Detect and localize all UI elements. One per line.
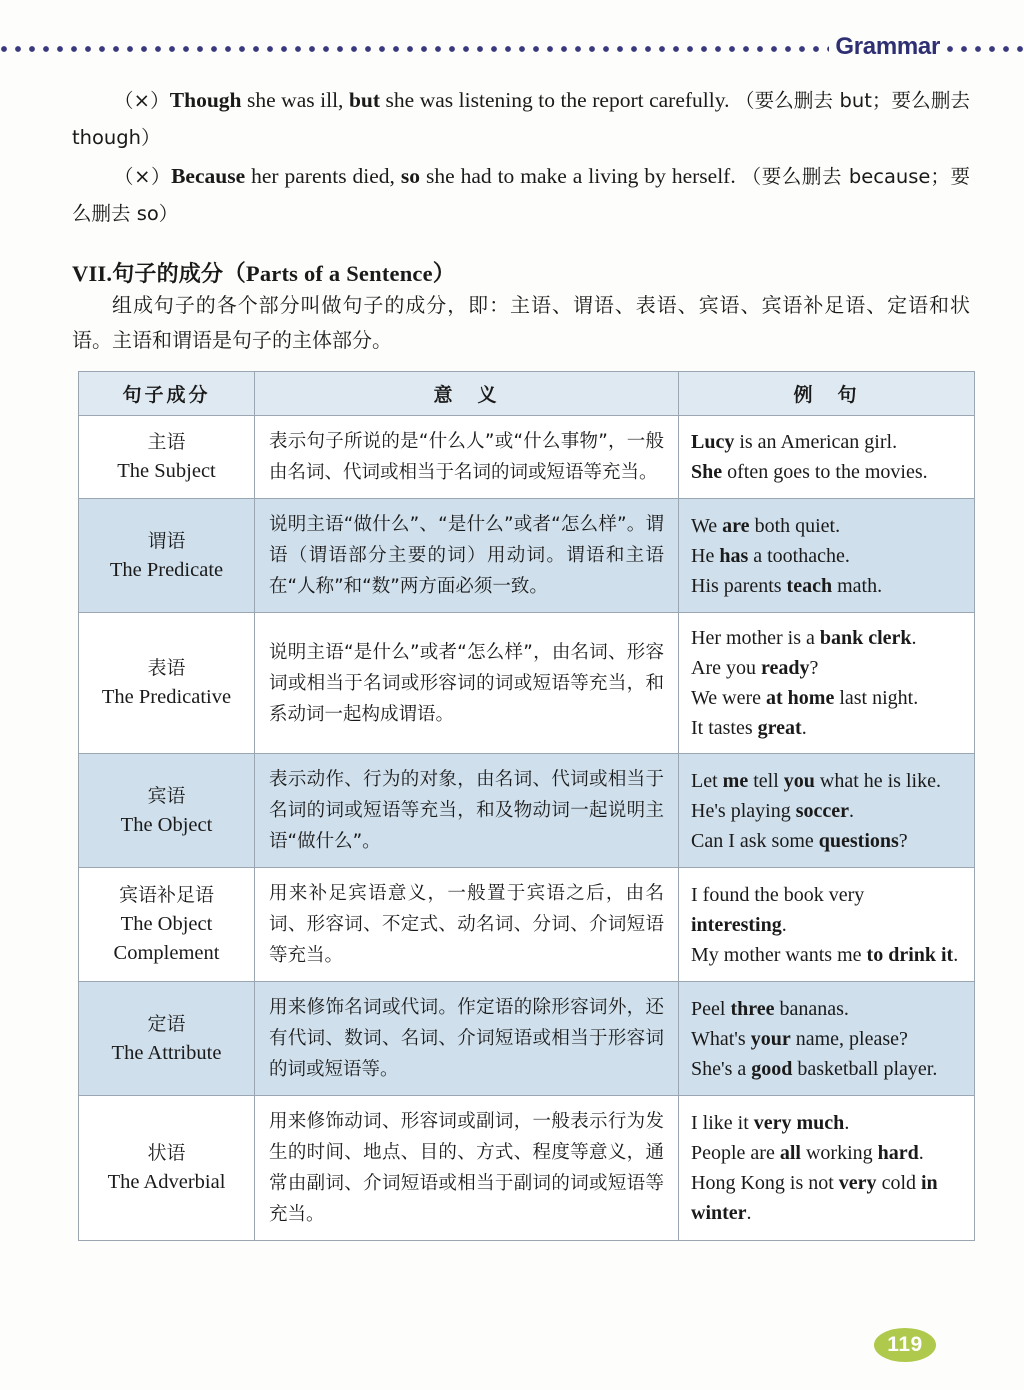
- example-highlight: great: [757, 717, 802, 739]
- example-1-mid-2: she was listening to the report carefully.: [380, 88, 735, 112]
- example-sentence: [691, 1108, 964, 1138]
- example-sentence: [691, 713, 964, 743]
- table-body: [79, 416, 975, 1241]
- cell-sentence-part: [79, 754, 255, 868]
- example-highlight: She: [691, 461, 723, 483]
- example-2-mid-1: her parents died,: [245, 164, 401, 188]
- example-sentence: [691, 683, 964, 713]
- example-highlight: Lucy: [691, 431, 735, 453]
- example-highlight: your: [750, 1027, 791, 1050]
- part-name-en: The Object: [120, 813, 213, 836]
- cell-examples: [679, 499, 975, 613]
- example-text: .: [918, 1142, 924, 1164]
- example-1-note: （要么删去 but；要么删去 though）: [72, 89, 970, 149]
- example-sentence: [691, 880, 964, 940]
- example-text: Can I ask some: [691, 829, 819, 852]
- section-number: VII.: [72, 261, 113, 286]
- section-intro-paragraph: 组成句子的各个部分叫做句子的成分，即：主语、谓语、表语、宾语、宾语补足语、定语和状语。主语和谓语是句子的主体部分。: [72, 293, 970, 352]
- part-name-en: The Predicate: [109, 558, 224, 581]
- example-highlight: to drink it: [866, 943, 954, 966]
- example-sentence: [691, 1138, 964, 1168]
- example-2-bold-so: so: [400, 164, 420, 188]
- example-text: I like it: [691, 1112, 754, 1134]
- example-highlight: teach: [786, 574, 833, 597]
- part-name-en: The Adverbial: [107, 1171, 226, 1193]
- example-text: People are: [691, 1142, 780, 1164]
- page-header-title: Grammar: [835, 33, 940, 60]
- example-text: last night.: [834, 687, 919, 709]
- example-highlight: has: [719, 544, 749, 567]
- part-name-zh: 谓语: [147, 529, 186, 552]
- cell-examples: [679, 868, 975, 982]
- table-row: [79, 1096, 975, 1241]
- example-text: ?: [898, 829, 908, 852]
- example-text: What's: [691, 1027, 751, 1050]
- example-text: often goes to the movies.: [722, 461, 928, 483]
- part-name-zh: 宾语: [147, 784, 186, 807]
- cell-sentence-part: [79, 982, 255, 1096]
- dotted-rule-left: [0, 45, 829, 53]
- example-text: He's playing: [691, 799, 796, 822]
- parts-of-sentence-table: [78, 371, 975, 1241]
- example-2-note: （要么删去 because；要么删去 so）: [72, 165, 970, 225]
- incorrect-example-1: [72, 82, 970, 156]
- example-sentence: [691, 1024, 964, 1054]
- example-sentence: [691, 826, 964, 856]
- cell-meaning: 用来修饰动词、形容词或副词，一般表示行为发生的时间、地点、目的、方式、程度等意义，通常由副词、介词短语或相当于副词的词或短语等充当。: [255, 1096, 679, 1241]
- example-2-bold-because: Because: [171, 164, 246, 188]
- example-text: Hong Kong is not: [691, 1172, 839, 1194]
- cell-examples: [679, 982, 975, 1096]
- table-row: [79, 754, 975, 868]
- example-sentence: [691, 541, 964, 571]
- example-text: bananas.: [774, 997, 849, 1020]
- example-highlight: interesting: [691, 913, 782, 936]
- cell-sentence-part: [79, 613, 255, 754]
- example-highlight: good: [751, 1057, 793, 1080]
- section-title-en: （Parts of a Sentence）: [223, 261, 456, 286]
- part-name-en: The Object Complement: [113, 913, 220, 964]
- dotted-rule-right: [946, 45, 1024, 53]
- cell-examples: [679, 613, 975, 754]
- example-sentence: [691, 766, 964, 796]
- example-text: It tastes: [691, 717, 758, 739]
- table-head: [79, 372, 975, 416]
- example-1-bold-though: Though: [169, 88, 242, 112]
- example-highlight: all: [779, 1142, 801, 1164]
- page-number-badge: 119: [874, 1328, 936, 1362]
- example-2-mid-2: she had to make a living by herself.: [420, 164, 742, 188]
- example-highlight: hard: [877, 1142, 919, 1164]
- example-sentence: [691, 623, 964, 653]
- part-name-en: The Subject: [117, 460, 216, 482]
- section-title-zh: 句子的成分: [112, 262, 224, 287]
- page-header: [0, 30, 1024, 64]
- part-name-zh: 宾语补足语: [118, 884, 214, 906]
- cell-examples: [679, 416, 975, 499]
- example-sentence: [691, 796, 964, 826]
- example-1-mid-1: she was ill,: [241, 88, 349, 112]
- example-text: I found the book very: [691, 883, 865, 906]
- example-text: Peel: [691, 997, 731, 1020]
- cell-sentence-part: [79, 416, 255, 499]
- example-text: .: [849, 799, 854, 822]
- example-sentence: [691, 994, 964, 1024]
- example-text: Are you: [691, 657, 761, 679]
- example-text: .: [844, 1112, 850, 1134]
- example-highlight: ready: [760, 657, 810, 679]
- example-text: She's a: [691, 1057, 752, 1080]
- example-text: .: [953, 943, 959, 966]
- example-text: .: [781, 913, 787, 936]
- example-text: He: [691, 544, 720, 567]
- cell-sentence-part: [79, 1096, 255, 1241]
- part-name-zh: 表语: [147, 657, 186, 679]
- example-text: .: [911, 627, 917, 649]
- example-highlight: very much: [753, 1112, 845, 1134]
- example-sentence: [691, 1054, 964, 1084]
- example-sentence: [691, 940, 964, 970]
- example-text: name, please?: [790, 1027, 908, 1050]
- column-header-meaning: 意 义: [255, 372, 679, 416]
- example-text: working: [800, 1142, 878, 1164]
- table-header-row: [79, 372, 975, 416]
- example-text: We were: [691, 687, 767, 709]
- section-vii: [72, 256, 970, 358]
- example-text: what he is like.: [814, 769, 941, 792]
- table-row: [79, 982, 975, 1096]
- example-text: math.: [832, 574, 883, 597]
- example-highlight: soccer: [795, 799, 849, 822]
- example-sentence: [691, 457, 964, 487]
- example-text: a toothache.: [748, 544, 850, 567]
- part-name-en: The Attribute: [111, 1041, 222, 1064]
- cell-examples: [679, 754, 975, 868]
- table-row: [79, 613, 975, 754]
- example-highlight: in winter: [691, 1172, 938, 1224]
- example-text: basketball player.: [792, 1057, 938, 1080]
- part-name-zh: 主语: [147, 431, 186, 453]
- cell-meaning: 用来补足宾语意义，一般置于宾语之后，由名词、形容词、不定式、动名词、分词、介词短语等充当。: [255, 868, 679, 982]
- example-text: is an American girl.: [734, 431, 898, 453]
- cross-mark-2: （×）: [114, 165, 172, 188]
- cell-examples: [679, 1096, 975, 1241]
- cell-meaning: 说明主语“做什么”、“是什么”或者“怎么样”。谓语（谓语部分主要的词）用动词。谓语和主语在“人称”和“数”两方面必须一致。: [255, 499, 679, 613]
- example-highlight: very: [838, 1172, 877, 1194]
- cell-sentence-part: [79, 499, 255, 613]
- example-text: .: [746, 1202, 752, 1224]
- incorrect-examples-block: [72, 82, 970, 234]
- example-text: We: [691, 514, 723, 537]
- table-row: [79, 416, 975, 499]
- example-sentence: [691, 653, 964, 683]
- example-1-bold-but: but: [348, 88, 381, 112]
- incorrect-example-2: [72, 158, 970, 232]
- table-row: [79, 868, 975, 982]
- column-header-examples: 例 句: [679, 372, 975, 416]
- example-text: tell: [748, 769, 784, 792]
- part-name-zh: 状语: [147, 1142, 186, 1164]
- example-highlight: questions: [818, 829, 899, 852]
- table-row: [79, 499, 975, 613]
- example-highlight: at home: [766, 687, 835, 709]
- part-name-zh: 定语: [147, 1012, 186, 1035]
- example-text: .: [801, 717, 807, 739]
- example-sentence: [691, 1168, 964, 1228]
- example-highlight: are: [722, 514, 750, 537]
- example-text: My mother wants me: [691, 943, 867, 966]
- part-name-en: The Predicative: [101, 686, 232, 708]
- example-highlight: me: [722, 769, 749, 792]
- cross-mark-1: （×）: [114, 89, 170, 112]
- example-sentence: [691, 571, 964, 601]
- example-highlight: three: [730, 997, 775, 1020]
- example-sentence: [691, 511, 964, 541]
- example-text: ?: [809, 657, 819, 679]
- example-text: His parents: [691, 574, 787, 597]
- example-text: cold: [876, 1172, 921, 1194]
- column-header-part: 句子成分: [79, 372, 255, 416]
- example-highlight: bank clerk: [819, 627, 912, 649]
- example-text: Let: [691, 769, 723, 792]
- cell-sentence-part: [79, 868, 255, 982]
- example-text: Her mother is a: [691, 627, 820, 649]
- cell-meaning: 表示句子所说的是“什么人”或“什么事物”，一般由名词、代词或相当于名词的词或短语等充当。: [255, 416, 679, 499]
- cell-meaning: 表示动作、行为的对象，由名词、代词或相当于名词的词或短语等充当，和及物动词一起说明主语“做什么”。: [255, 754, 679, 868]
- example-highlight: you: [783, 769, 815, 792]
- example-text: both quiet.: [749, 514, 841, 537]
- section-heading: [72, 256, 970, 288]
- cell-meaning: 用来修饰名词或代词。作定语的除形容词外，还有代词、数词、名词、介词短语或相当于形容词的词或短语等。: [255, 982, 679, 1096]
- example-sentence: [691, 427, 964, 457]
- cell-meaning: 说明主语“是什么”或者“怎么样”，由名词、形容词或相当于名词或形容词的词或短语等充当，和系动词一起构成谓语。: [255, 613, 679, 754]
